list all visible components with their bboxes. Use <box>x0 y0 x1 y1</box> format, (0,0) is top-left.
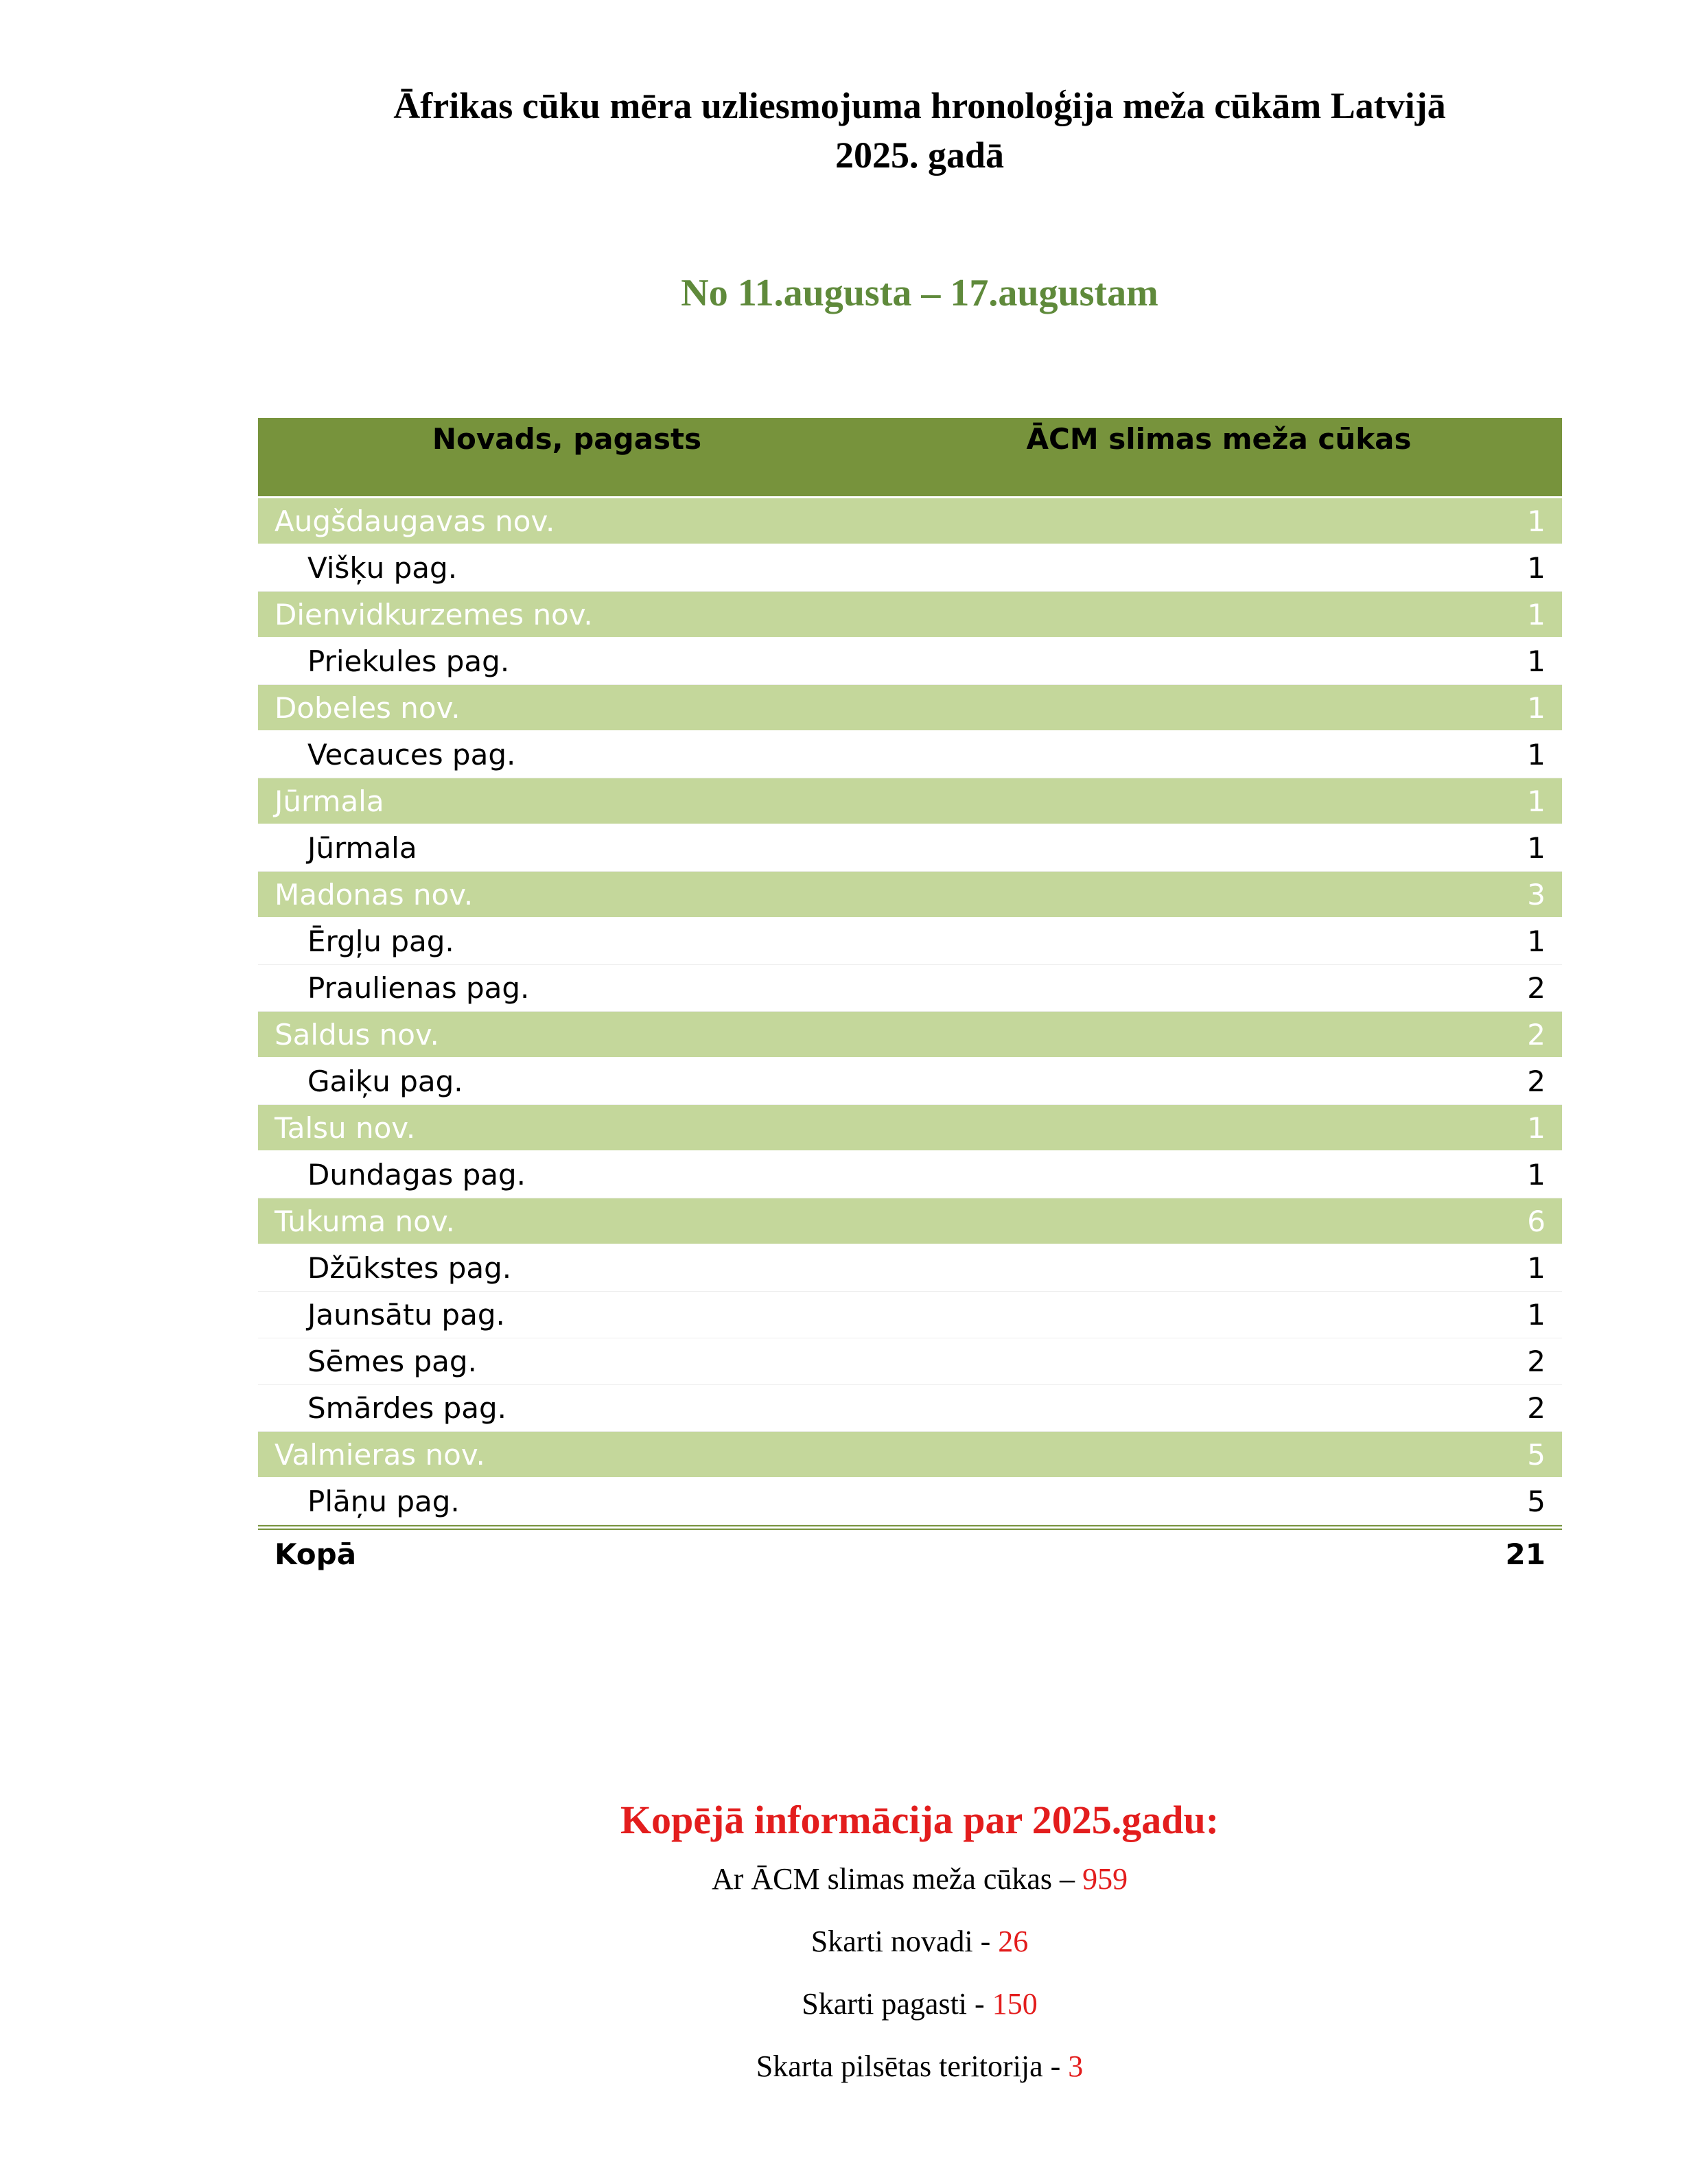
row-name: Jaunsātu pag. <box>307 1298 505 1332</box>
row-value: 5 <box>1527 1485 1546 1518</box>
pagasts-row <box>258 1478 1562 1525</box>
row-value: 1 <box>1527 1251 1546 1285</box>
summary-label: Ar ĀCM slimas meža cūkas – <box>711 1862 1083 1896</box>
pagasts-row <box>258 732 1562 778</box>
row-name: Višķu pag. <box>307 551 458 585</box>
row-value: 1 <box>1527 551 1546 585</box>
row-value: 1 <box>1527 504 1546 538</box>
row-value: 1 <box>1527 831 1546 865</box>
row-name: Priekules pag. <box>307 644 510 678</box>
header-cases: ĀCM slimas meža cūkas <box>1026 422 1412 456</box>
pagasts-row <box>258 1385 1562 1432</box>
row-name: Smārdes pag. <box>307 1391 506 1425</box>
row-name: Augšdaugavas nov. <box>275 504 555 538</box>
summary-value: 26 <box>998 1925 1029 1958</box>
row-value: 3 <box>1527 877 1546 911</box>
row-value: 2 <box>1527 1017 1546 1052</box>
total-divider <box>258 1525 1562 1530</box>
summary-title: Kopējā informācija par 2025.gadu: <box>620 1798 1220 1842</box>
novads-row <box>258 1198 1562 1245</box>
summary-value: 3 <box>1068 2049 1084 2083</box>
pagasts-row <box>258 825 1562 872</box>
row-value: 1 <box>1527 597 1546 631</box>
novads-row <box>258 1432 1562 1478</box>
novads-row <box>258 592 1562 638</box>
row-value: 5 <box>1527 1437 1546 1472</box>
summary-line-city <box>275 2049 1565 2084</box>
row-name: Praulienas pag. <box>307 971 530 1005</box>
summary-label: Skarti novadi - <box>811 1925 999 1958</box>
row-value: 2 <box>1527 1391 1546 1425</box>
row-name: Sēmes pag. <box>307 1345 477 1378</box>
pagasts-row <box>258 1245 1562 1292</box>
row-value: 1 <box>1527 738 1546 771</box>
cases-table <box>258 418 1562 1578</box>
row-name: Valmieras nov. <box>275 1437 485 1472</box>
pagasts-row <box>258 1292 1562 1338</box>
row-name: Talsu nov. <box>275 1111 416 1145</box>
novads-row <box>258 1012 1562 1058</box>
row-name: Madonas nov. <box>275 877 474 911</box>
row-value: 1 <box>1527 1158 1546 1192</box>
row-value: 6 <box>1527 1204 1546 1238</box>
pagasts-row <box>258 638 1562 685</box>
row-value: 1 <box>1527 1298 1546 1332</box>
table-header <box>258 418 1562 498</box>
row-value: 1 <box>1527 690 1546 725</box>
pagasts-row <box>258 1058 1562 1105</box>
summary-label: Skarti pagasti - <box>802 1987 992 2021</box>
novads-row <box>258 498 1562 545</box>
document-title <box>275 81 1565 180</box>
row-name: Dundagas pag. <box>307 1158 526 1192</box>
row-name: Džūkstes pag. <box>307 1251 512 1285</box>
row-name: Tukuma nov. <box>275 1204 455 1238</box>
row-name: Vecauces pag. <box>307 738 516 771</box>
pagasts-row <box>258 1338 1562 1385</box>
row-name: Jūrmala <box>275 784 384 818</box>
row-name: Dienvidkurzemes nov. <box>275 597 593 631</box>
row-value: 1 <box>1527 644 1546 678</box>
row-name: Jūrmala <box>307 831 417 865</box>
total-label: Kopā <box>275 1537 357 1571</box>
novads-row <box>258 685 1562 732</box>
pagasts-row <box>258 918 1562 965</box>
pagasts-row <box>258 965 1562 1012</box>
row-name: Dobeles nov. <box>275 690 461 725</box>
summary-label: Skarta pilsētas teritorija - <box>756 2049 1069 2083</box>
row-value: 2 <box>1527 971 1546 1005</box>
row-name: Saldus nov. <box>275 1017 439 1052</box>
total-value: 21 <box>1505 1537 1546 1571</box>
novads-row <box>258 872 1562 918</box>
table-body <box>258 498 1562 1525</box>
row-value: 1 <box>1527 925 1546 958</box>
row-name: Gaiķu pag. <box>307 1065 463 1098</box>
header-region: Novads, pagasts <box>432 422 702 456</box>
title-line-1: Āfrikas cūku mēra uzliesmojuma hronoloģija meža cūkām Latvijā <box>393 85 1446 126</box>
pagasts-row <box>258 1152 1562 1198</box>
summary-value: 150 <box>992 1987 1038 2021</box>
row-value: 2 <box>1527 1345 1546 1378</box>
summary-line-pagasti <box>275 1986 1565 2021</box>
novads-row <box>258 1105 1562 1152</box>
summary-value: 959 <box>1082 1862 1128 1896</box>
row-name: Ērgļu pag. <box>307 925 454 958</box>
summary-line-cases <box>275 1861 1565 1896</box>
row-value: 1 <box>1527 784 1546 818</box>
summary-line-novadi <box>275 1924 1565 1959</box>
row-value: 2 <box>1527 1065 1546 1098</box>
pagasts-row <box>258 545 1562 592</box>
title-line-2: 2025. gadā <box>835 135 1005 176</box>
row-name: Plāņu pag. <box>307 1485 460 1518</box>
period-subtitle: No 11.augusta – 17.augustam <box>681 272 1158 314</box>
novads-row <box>258 778 1562 825</box>
row-value: 1 <box>1527 1111 1546 1145</box>
total-row <box>258 1530 1562 1578</box>
